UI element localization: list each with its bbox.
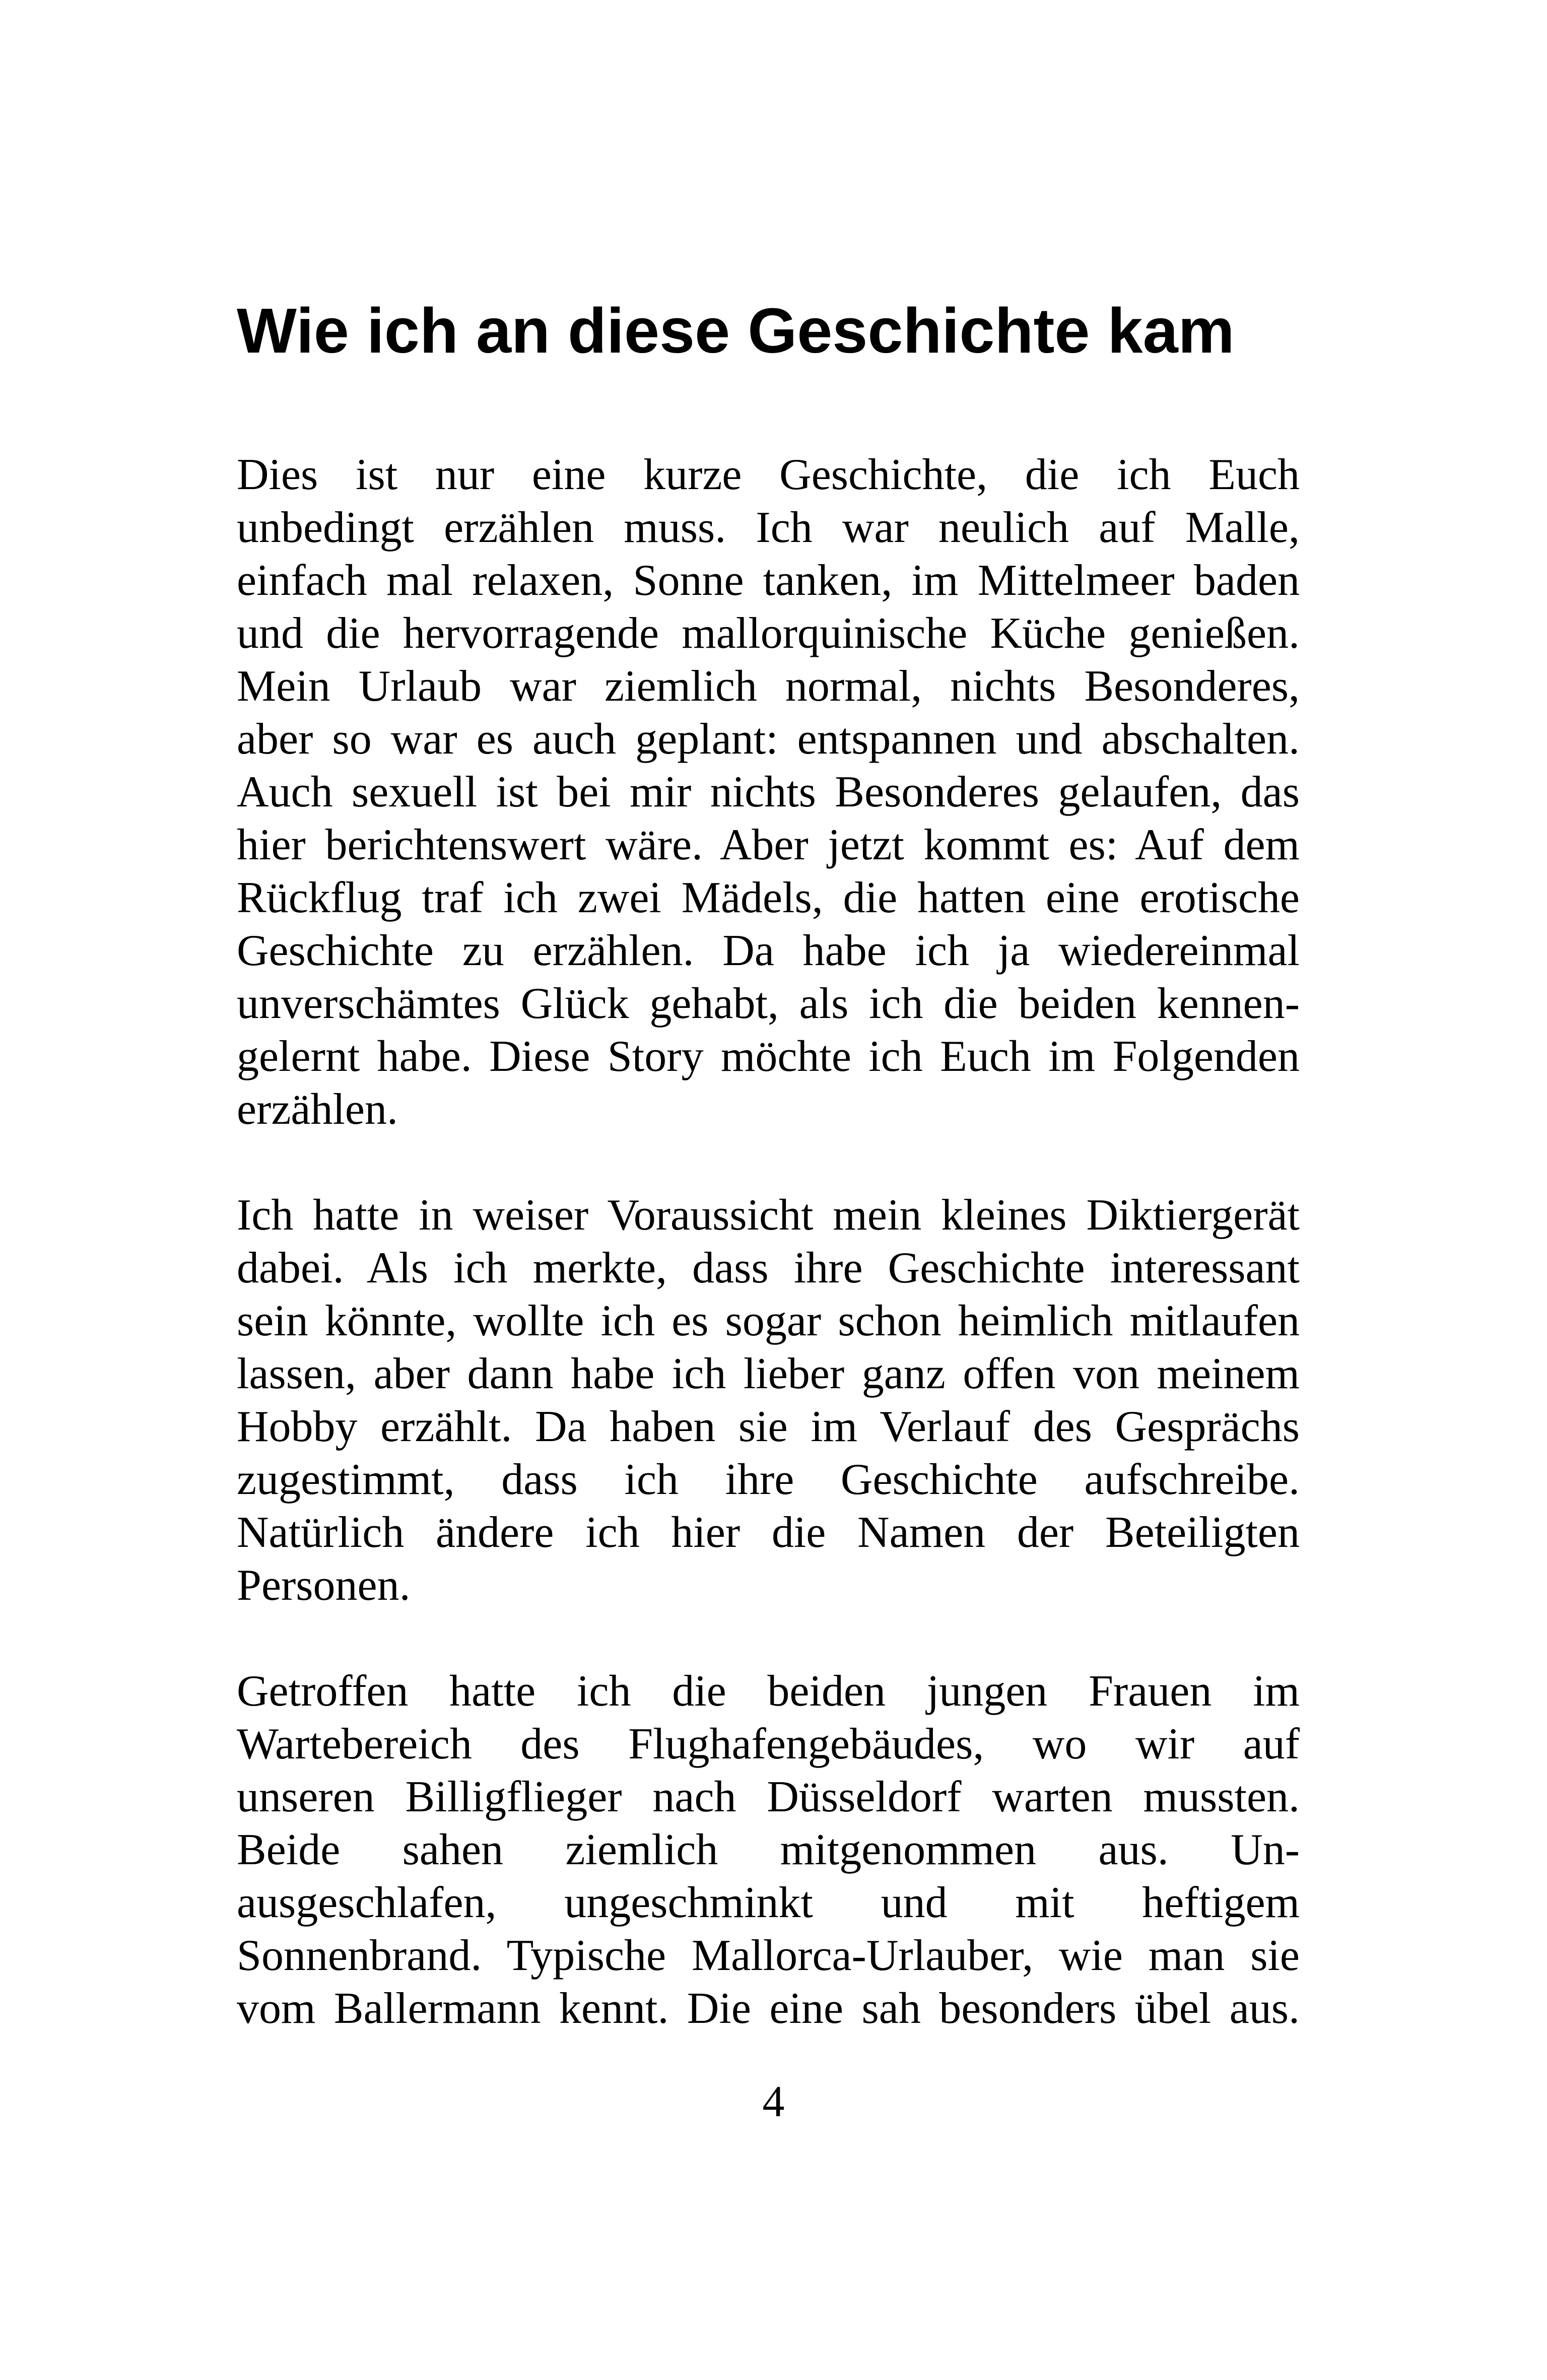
text-line: zugestimmt, dass ich ihre Geschichte aufschreibe. bbox=[237, 1455, 1300, 1504]
text-line: ausgeschlafen, ungeschminkt und mit heftigem bbox=[237, 1878, 1300, 1927]
text-line: Personen. bbox=[237, 1561, 411, 1610]
text-line: Sonnenbrand. Typische Mallorca-Urlauber, wie man sie bbox=[237, 1931, 1300, 1980]
text-line: unbedingt erzählen muss. Ich war neulich auf Malle, bbox=[237, 503, 1300, 552]
text-line: Natürlich ändere ich hier die Namen der Beteiligten bbox=[237, 1508, 1300, 1557]
text-line: Hobby erzählt. Da haben sie im Verlauf des Gesprächs bbox=[237, 1402, 1300, 1451]
text-line: und die hervorragende mallorquinische Küche genießen. bbox=[237, 609, 1300, 658]
chapter-title: Wie ich an diese Geschichte kam bbox=[237, 295, 1235, 366]
text-line: unverschämtes Glück gehabt, als ich die beiden kennen- bbox=[237, 979, 1300, 1028]
text-line: einfach mal relaxen, Sonne tanken, im Mittelmeer baden bbox=[237, 556, 1300, 605]
text-line: Dies ist nur eine kurze Geschichte, die ich Euch bbox=[237, 450, 1300, 499]
text-line: unseren Billigflieger nach Düsseldorf warten mussten. bbox=[237, 1773, 1300, 1821]
text-line: Mein Urlaub war ziemlich normal, nichts Besonderes, bbox=[237, 662, 1300, 711]
text-line: vom Ballermann kennt. Die eine sah besonders übel aus. bbox=[237, 1984, 1300, 2033]
text-line: sein könnte, wollte ich es sogar schon heimlich mitlaufen bbox=[237, 1297, 1300, 1345]
page-number: 4 bbox=[762, 2077, 785, 2126]
text-line: Geschichte zu erzählen. Da habe ich ja wiedereinmal bbox=[237, 926, 1300, 975]
text-line: lassen, aber dann habe ich lieber ganz offen von meinem bbox=[237, 1349, 1300, 1398]
text-line: erzählen. bbox=[237, 1085, 398, 1134]
text-line: Beide sahen ziemlich mitgenommen aus. Un- bbox=[237, 1825, 1300, 1874]
text-line: Getroffen hatte ich die beiden jungen Frauen im bbox=[237, 1667, 1300, 1716]
text-line: aber so war es auch geplant: entspannen und abschalten. bbox=[237, 715, 1300, 764]
text-line: Auch sexuell ist bei mir nichts Besonderes gelaufen, das bbox=[237, 768, 1300, 817]
text-line: dabei. Als ich merkte, dass ihre Geschichte interessant bbox=[237, 1244, 1300, 1293]
text-line: Ich hatte in weiser Voraussicht mein kleines Diktiergerät bbox=[237, 1191, 1300, 1240]
text-line: gelernt habe. Diese Story möchte ich Euch im Folgenden bbox=[237, 1032, 1300, 1081]
text-line: Rückflug traf ich zwei Mädels, die hatten eine erotische bbox=[237, 873, 1300, 922]
text-line: hier berichtenswert wäre. Aber jetzt kommt es: Auf dem bbox=[237, 821, 1300, 869]
text-line: Wartebereich des Flughafengebäudes, wo wir auf bbox=[237, 1720, 1300, 1769]
